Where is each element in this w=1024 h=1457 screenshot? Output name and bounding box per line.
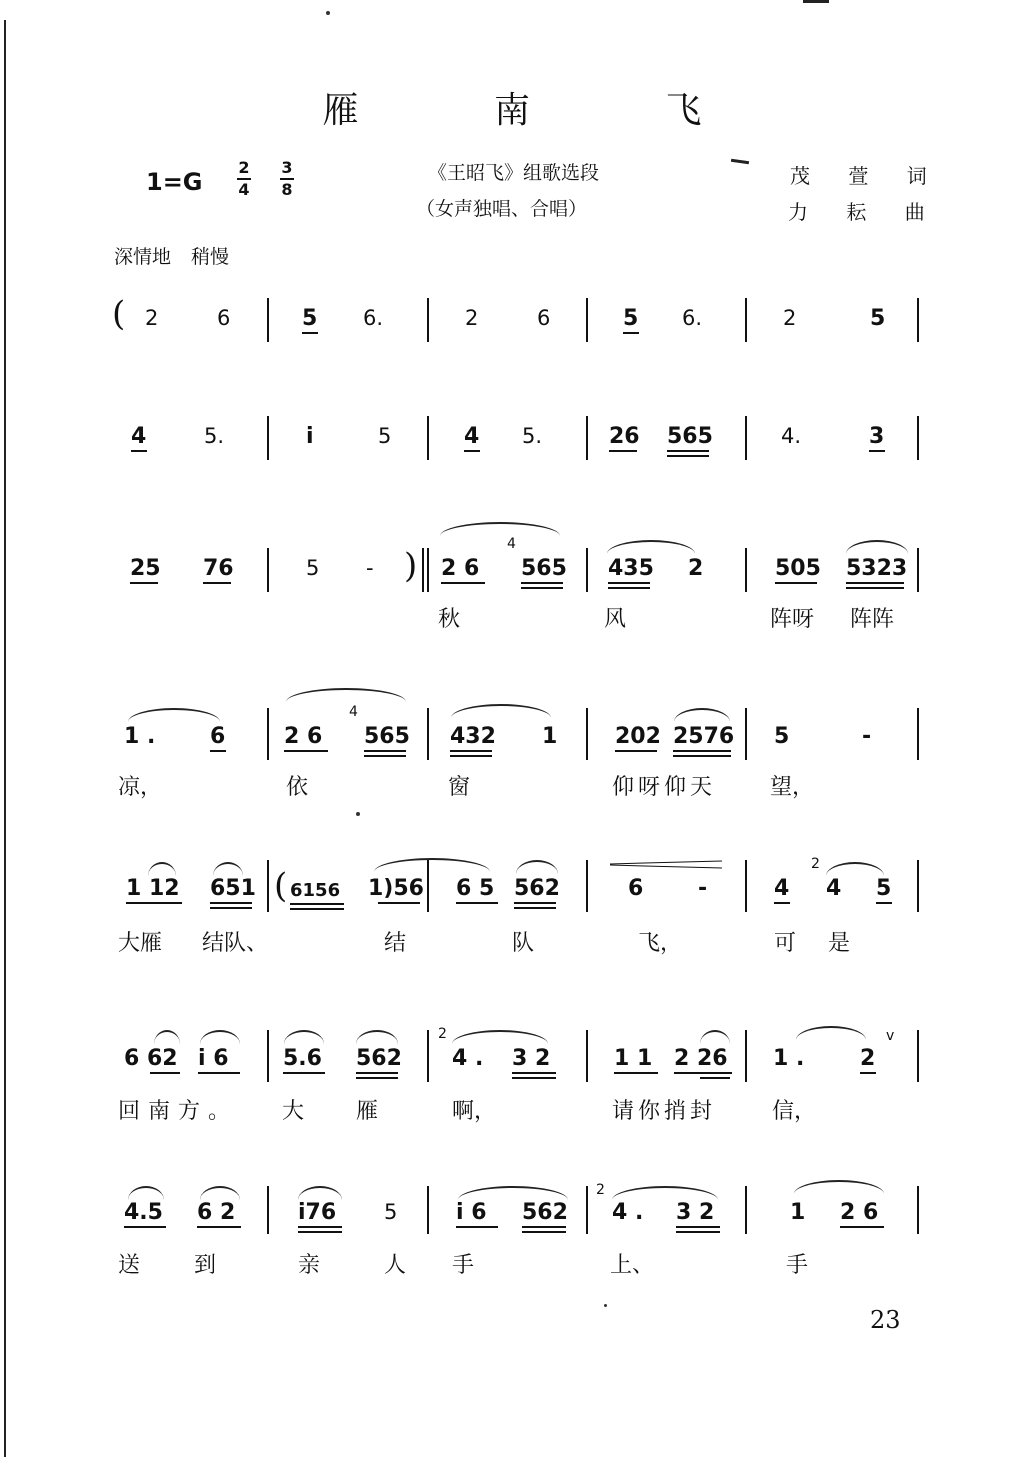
barline: [917, 298, 919, 342]
lyric: 风: [604, 607, 627, 632]
intro-close-paren: ): [404, 546, 418, 586]
slur: [452, 1030, 548, 1044]
barline: [917, 548, 919, 592]
note: i 6: [456, 1200, 487, 1225]
slur: [128, 708, 220, 722]
slur: [516, 860, 558, 874]
double-barline: [422, 548, 429, 592]
barline: [745, 298, 747, 342]
lyric: 依: [286, 775, 309, 800]
lyric: 可: [774, 931, 797, 956]
note: 3 2: [676, 1200, 715, 1225]
beam: [364, 755, 406, 757]
barline: [745, 548, 747, 592]
note: 76: [203, 556, 234, 581]
slur: [451, 704, 551, 718]
barline: [745, 1030, 747, 1082]
beam: [700, 1077, 730, 1079]
barline: [586, 298, 588, 342]
beam: [512, 1077, 556, 1079]
note: 3 2: [512, 1046, 551, 1071]
beam: [150, 1072, 180, 1074]
slur: [796, 1026, 866, 1040]
note: 5: [870, 306, 886, 331]
note: 2 26: [674, 1046, 728, 1071]
barline: [427, 298, 429, 342]
beam: [290, 903, 344, 905]
note: 1 12: [126, 876, 180, 901]
note: 2576: [673, 724, 735, 749]
source-note: 《王昭飞》组歌选段: [428, 162, 600, 184]
note: 3: [869, 424, 885, 449]
beam: [676, 1231, 720, 1233]
beam: [860, 1072, 876, 1074]
note: 651: [210, 876, 256, 901]
note: 2: [688, 556, 704, 581]
lyric: 手: [452, 1253, 475, 1278]
slur: [674, 708, 730, 722]
lyric: 啊，: [452, 1099, 497, 1124]
song-title: 雁 南 飞: [322, 90, 764, 131]
beam: [298, 1231, 342, 1233]
lyric: 阵呀: [770, 607, 815, 632]
beam: [521, 582, 563, 584]
beam: [456, 1226, 498, 1228]
beam: [210, 750, 226, 752]
beam: [364, 750, 406, 752]
lyric: 结队、: [202, 931, 269, 956]
beam: [521, 587, 563, 589]
beam: [846, 587, 904, 589]
scan-speck: [356, 812, 360, 816]
note: 6: [217, 306, 231, 330]
barline: [267, 1030, 269, 1082]
beam: [450, 750, 492, 752]
beam: [522, 1226, 566, 1228]
slur: [154, 1030, 180, 1044]
beam: [775, 582, 817, 584]
top-edge-mark: [803, 0, 829, 3]
lyric: 望，: [770, 775, 815, 800]
barline: [586, 1186, 588, 1234]
beam: [667, 455, 709, 457]
slur: [374, 858, 490, 872]
lyric: 手: [786, 1253, 809, 1278]
crescendo-line: [610, 865, 722, 869]
beam: [876, 902, 892, 904]
barline: [586, 416, 588, 460]
beam: [512, 1072, 556, 1074]
tempo-marking: 深情地 稍慢: [114, 246, 230, 268]
barline: [917, 708, 919, 760]
lyric: 请你捎封: [612, 1099, 717, 1124]
note: 4: [464, 424, 480, 449]
beam: [840, 1226, 884, 1228]
note: 435: [608, 556, 654, 581]
note: 2: [465, 306, 479, 330]
barline: [267, 548, 269, 592]
note: 6 2: [197, 1200, 236, 1225]
note: 1: [542, 724, 558, 749]
beam: [283, 1072, 325, 1074]
grace-note: 2: [811, 856, 820, 872]
beam: [673, 750, 731, 752]
beam: [356, 1072, 398, 1074]
beam: [290, 908, 344, 910]
note: 5: [378, 424, 392, 448]
barline: [586, 708, 588, 760]
slur: [298, 1186, 342, 1200]
beam: [131, 450, 147, 452]
note: 4.5: [124, 1200, 163, 1225]
note: 505: [775, 556, 821, 581]
lyric: 大雁: [118, 931, 163, 956]
slur: [458, 1186, 568, 1200]
note: 5.: [204, 424, 225, 448]
lyric: 人: [384, 1253, 407, 1278]
note: 6156: [290, 880, 341, 901]
slur: [440, 522, 560, 536]
note: 25: [130, 556, 161, 581]
note: 565: [521, 556, 567, 581]
barline: [917, 416, 919, 460]
slur: [356, 1030, 398, 1044]
beam: [197, 1226, 241, 1228]
performance-note: （女声独唱、合唱）: [416, 198, 588, 220]
barline: [427, 1186, 429, 1234]
note: 5: [774, 724, 790, 749]
slur: [128, 1186, 164, 1200]
beam: [378, 902, 420, 904]
lyric: 亲: [298, 1253, 321, 1278]
note: 6.: [363, 306, 384, 330]
note: 2 6: [840, 1200, 879, 1225]
note: 4 .: [452, 1046, 484, 1071]
barline: [745, 860, 747, 912]
note: 6 5: [456, 876, 495, 901]
barline: [267, 1186, 269, 1234]
lyric: 信，: [772, 1099, 817, 1124]
beam: [298, 1226, 342, 1228]
beam: [203, 582, 231, 584]
time-signature-3-8: 3 8: [281, 158, 293, 199]
lyric: 雁: [356, 1099, 379, 1124]
beam: [126, 902, 182, 904]
beam: [609, 450, 637, 452]
lyric: 送: [118, 1253, 141, 1278]
beam: [514, 907, 556, 909]
note: 6: [210, 724, 226, 749]
note: 4.: [781, 424, 802, 448]
note: 562: [522, 1200, 568, 1225]
note: 2 6: [284, 724, 323, 749]
barline: [427, 708, 429, 760]
dash-mark: [731, 159, 749, 164]
key-signature: 1=G: [146, 168, 203, 196]
lyric: 队: [512, 931, 535, 956]
barline: [267, 298, 269, 342]
beam: [673, 755, 731, 757]
slur: [846, 540, 908, 554]
barline: [745, 416, 747, 460]
note: 2: [783, 306, 797, 330]
beam: [456, 902, 498, 904]
beam: [284, 750, 328, 752]
note: 5323: [846, 556, 908, 581]
crescendo-line: [610, 861, 722, 865]
note: 4: [826, 876, 842, 901]
note: 4 .: [612, 1200, 644, 1225]
barline: [586, 860, 588, 912]
lyric: 上、: [610, 1253, 655, 1278]
grace-note: 2: [596, 1182, 605, 1198]
beam: [210, 907, 252, 909]
beam: [522, 1231, 566, 1233]
beam: [846, 582, 904, 584]
slur: [148, 862, 176, 876]
lyric: 大: [282, 1099, 305, 1124]
beam: [674, 1072, 732, 1074]
lyric: 窗: [448, 775, 471, 800]
composer-credit: 力 耘 曲: [788, 200, 941, 224]
beam: [464, 450, 480, 452]
scan-speck: [604, 1304, 607, 1307]
note: 4: [774, 876, 790, 901]
grace-note: 4: [349, 704, 358, 720]
note: 2: [145, 306, 159, 330]
note: 6.: [682, 306, 703, 330]
barline: [917, 1030, 919, 1082]
breath-mark: v: [886, 1028, 895, 1044]
beam: [869, 450, 885, 452]
beam: [608, 582, 650, 584]
barline: [745, 708, 747, 760]
note: i: [306, 424, 314, 449]
lyric: 凉，: [118, 775, 163, 800]
slur: [200, 1186, 240, 1200]
slur: [612, 1186, 718, 1200]
left-margin-line: [4, 20, 6, 1457]
beam: [667, 450, 709, 452]
slur: [284, 1030, 324, 1044]
beam: [210, 902, 252, 904]
barline: [427, 1030, 429, 1082]
barline: [586, 548, 588, 592]
slur: [826, 862, 884, 876]
note: i76: [298, 1200, 337, 1225]
open-paren: (: [274, 866, 288, 906]
note: 1 .: [773, 1046, 805, 1071]
beam: [774, 902, 790, 904]
note: 6 62: [124, 1046, 178, 1071]
scan-speck: [326, 11, 330, 15]
lyric: 是: [828, 931, 851, 956]
barline: [427, 860, 429, 912]
beam: [441, 582, 485, 584]
note: 4: [131, 424, 147, 449]
grace-note: 4: [507, 536, 516, 552]
barline: [586, 1030, 588, 1082]
beam: [124, 1226, 166, 1228]
barline: [267, 860, 269, 912]
note: 5: [876, 876, 892, 901]
note: -: [366, 556, 374, 580]
barline: [427, 416, 429, 460]
note: 5: [384, 1200, 398, 1224]
barline: [745, 1186, 747, 1234]
slur: [794, 1180, 884, 1194]
beam: [356, 1077, 398, 1079]
note: 26: [609, 424, 640, 449]
barline: [267, 708, 269, 760]
note: i 6: [198, 1046, 229, 1071]
barline: [267, 416, 269, 460]
beam: [302, 332, 318, 334]
note: -: [698, 876, 708, 901]
lyric: 飞，: [638, 931, 683, 956]
grace-note: 2: [438, 1026, 447, 1042]
note: 1: [790, 1200, 806, 1225]
lyric: 到: [194, 1253, 217, 1278]
lyric: 结: [384, 931, 407, 956]
note: 5.: [522, 424, 543, 448]
note: 1)56: [368, 876, 424, 901]
lyric: 秋: [438, 607, 461, 632]
lyric: 阵阵: [850, 607, 895, 632]
note: 5: [306, 556, 320, 580]
note: 6: [628, 876, 644, 901]
note: 2 6: [441, 556, 480, 581]
slur: [700, 1030, 730, 1044]
note: 432: [450, 724, 496, 749]
beam: [514, 902, 556, 904]
barline: [917, 1186, 919, 1234]
note: 6: [537, 306, 551, 330]
slur: [200, 1030, 240, 1044]
slur: [213, 862, 243, 876]
beam: [623, 332, 639, 334]
note: 5.6: [283, 1046, 322, 1071]
beam: [130, 582, 158, 584]
note: 5: [623, 306, 639, 331]
note: 565: [667, 424, 713, 449]
beam: [608, 587, 650, 589]
beam: [615, 750, 657, 752]
lyricist-credit: 茂 萱 词: [790, 164, 943, 188]
note: 562: [514, 876, 560, 901]
beam: [450, 755, 492, 757]
note: -: [862, 724, 872, 749]
note: 562: [356, 1046, 402, 1071]
note: 1 .: [124, 724, 156, 749]
note: 202: [615, 724, 661, 749]
lyric: 仰呀仰天: [612, 775, 717, 800]
note: 1 1: [614, 1046, 653, 1071]
beam: [198, 1072, 240, 1074]
beam: [614, 1072, 658, 1074]
intro-open-paren: (: [112, 294, 126, 334]
time-signature-2-4: 2 4: [238, 158, 250, 199]
lyric: 回南方。: [118, 1099, 239, 1124]
note: 5: [302, 306, 318, 331]
slur: [607, 540, 695, 554]
note: 565: [364, 724, 410, 749]
slur: [286, 688, 406, 702]
note: 2: [860, 1046, 876, 1071]
barline: [917, 860, 919, 912]
page-number: 23: [870, 1306, 901, 1334]
beam: [676, 1226, 720, 1228]
